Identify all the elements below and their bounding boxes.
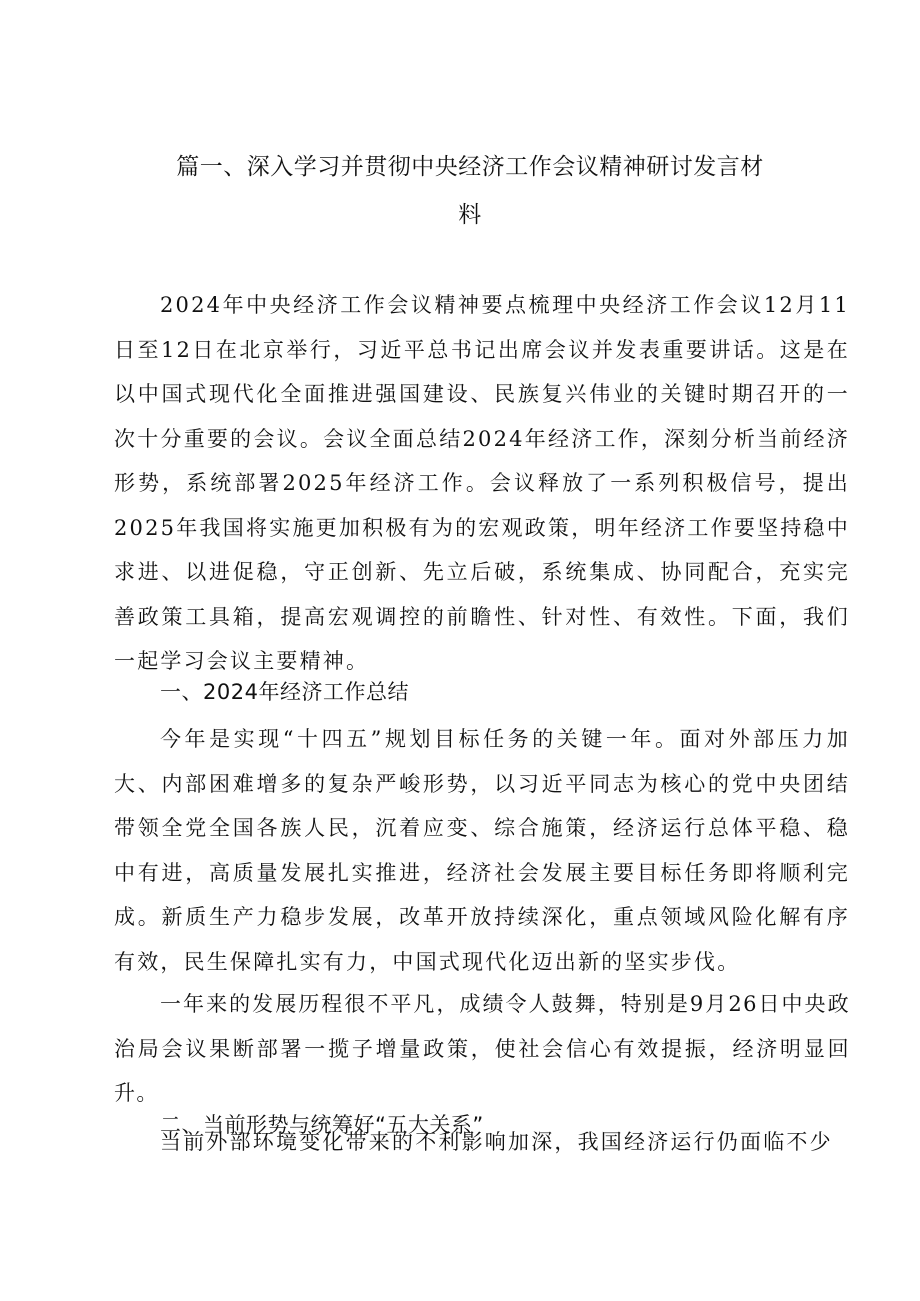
summary-paragraph-1: 今年是实现“十四五”规划目标任务的关键一年。面对外部压力加大、内部困难增多的复杂严峻形势，以习近平同志为核心的党中央团结带领全党全国各族人民，沉着应变、综合施策，经济运行总体平稳、稳中有进，高质量发展扎实推进，经济社会发展主要目标任务即将顺利完成。新质生产力稳步发展，改革开放持续深化，重点领域风险化解有序有效，民生保障扎实有力，中国式现代化迈出新的坚实步伐。 (114, 727, 850, 974)
summary-paragraph-2: 一年来的发展历程很不平凡，成绩令人鼓舞，特别是9月26日中央政治局会议果断部署一揽子增量政策，使社会信心有效提振，经济明显回升。 (114, 992, 850, 1105)
intro-paragraph: 2024年中央经济工作会议精神要点梳理中央经济工作会议12月11日至12日在北京举行，习近平总书记出席会议并发表重要讲话。这是在以中国式现代化全面推进强国建设、民族复兴伟业的关键时期召开的一次十分重要的会议。会议全面总结2024年经济工作，深刻分析当前经济形势，系统部署2025年经济工作。会议释放了一系列积极信号，提出2025年我国将实施更加积极有为的宏观政策，明年经济工作要坚持稳中求进、以进促稳，守正创新、先立后破，系统集成、协同配合，充实完善政策工具箱，提高宏观调控的前瞻性、针对性、有效性。下面，我们一起学习会议主要精神。 (114, 293, 850, 673)
section-heading-2: 二、当前形势与统筹好“五大关系” (160, 1113, 484, 1137)
document-title-line1: 篇一、深入学习并贯彻中央经济工作会议精神研讨发言材 (176, 154, 764, 180)
section-heading-1: 一、2024年经济工作总结 (160, 680, 409, 704)
situation-paragraph: 当前外部环境变化带来的不利影响加深，我国经济运行仍面临不少 (160, 1130, 833, 1154)
document-title-line2: 料 (458, 202, 482, 228)
